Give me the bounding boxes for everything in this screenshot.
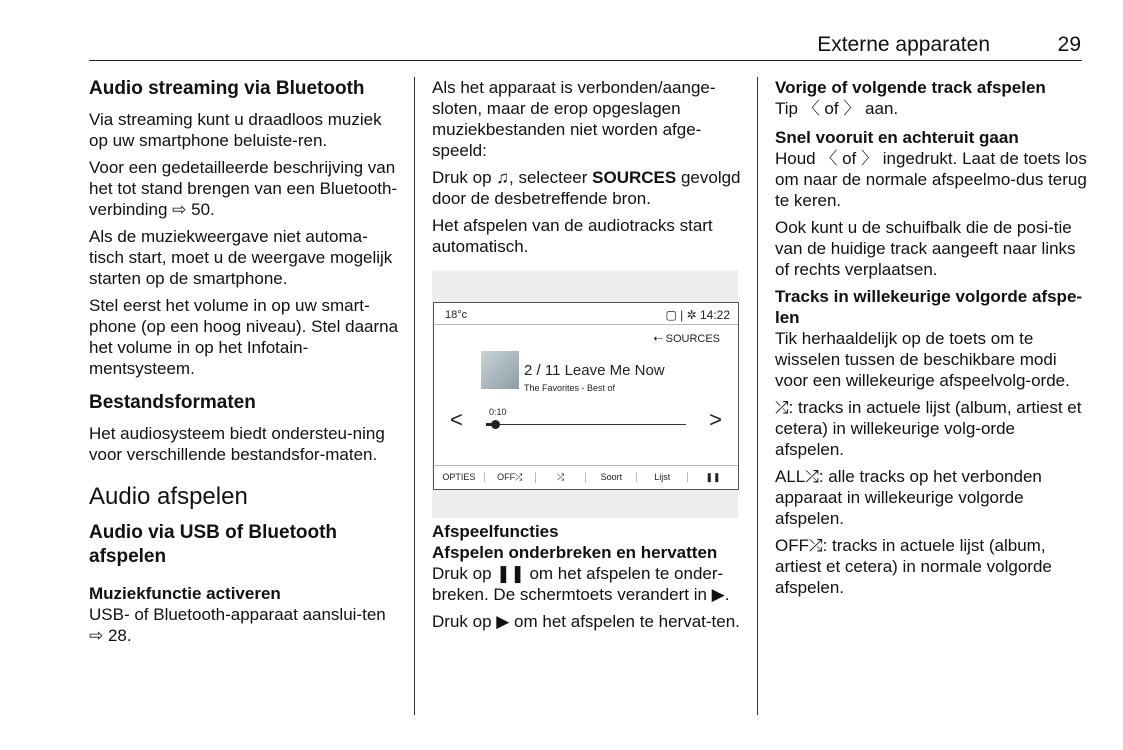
paragraph: Voor een gedetailleerde beschrijving van het tot stand brengen van een Bluetooth-verbinding ⇨ 50. xyxy=(89,158,398,219)
paragraph: Via streaming kunt u draadloos muziek op uw smartphone beluiste-ren. xyxy=(89,110,382,150)
paragraph: ALL⤮: alle tracks op het verbonden apparaat in willekeurige volgorde afspelen. xyxy=(775,467,1042,528)
shuffle-off-button[interactable]: OFF⤮ xyxy=(485,472,536,483)
paragraph: OFF⤮: tracks in actuele lijst (album, artiest et cetera) in normale volgorde afspelen. xyxy=(775,536,1052,597)
divider xyxy=(434,324,738,325)
paragraph: Ook kunt u de schuifbalk die de posi-tie van de huidige track aangeeft naar links of rechts verplaatsen. xyxy=(775,218,1076,279)
heading-activate-music: Muziekfunctie activeren xyxy=(89,584,281,603)
heading-file-formats: Bestandsformaten xyxy=(89,392,256,413)
paragraph: Het afspelen van de audiotracks start automatisch. xyxy=(432,216,713,256)
temperature: 18°c xyxy=(445,309,468,321)
elapsed-time: 0:10 xyxy=(489,407,507,417)
sources-button[interactable]: ⇠ SOURCES xyxy=(653,333,720,345)
paragraph: Het audiosysteem biedt ondersteu-ning voor verschillende bestandsfor-maten. xyxy=(89,424,385,464)
shuffle-button[interactable]: ⤮ xyxy=(536,472,587,483)
paragraph: USB- of Bluetooth-apparaat aanslui-ten ⇨ 28. xyxy=(89,605,386,645)
heading-play-functions: Afspeelfuncties xyxy=(432,522,559,541)
heading-usb-bluetooth: Audio via USB of Bluetooth afspelen xyxy=(89,522,338,567)
pause-button[interactable]: ❚❚ xyxy=(705,471,721,482)
paragraph: ⤮: tracks in actuele lijst (album, artiest et cetera) in willekeurige volg-orde afspelen. xyxy=(775,398,1082,459)
album-name: The Favorites - Best of xyxy=(524,383,616,393)
paragraph: Houd 〈 of 〉 ingedrukt. Laat de toets los om naar de normale afspeelmo-dus terug te keren. xyxy=(775,149,1087,210)
screen-button-bar xyxy=(434,466,738,488)
heading-audio-streaming: Audio streaming via Bluetooth xyxy=(89,78,365,99)
header-rule xyxy=(89,60,1082,61)
previous-track-button[interactable]: < xyxy=(450,407,463,432)
page-header-title: Externe apparaten xyxy=(817,33,990,56)
track-title: 2 / 11 Leave Me Now xyxy=(524,362,665,379)
paragraph: Tik herhaaldelijk op de toets om te wisselen tussen de beschikbare modi voor een willekeurige afspeelvolg-orde. xyxy=(775,329,1070,390)
album-art xyxy=(481,351,519,389)
progress-track[interactable] xyxy=(486,424,686,425)
column-divider-1 xyxy=(414,77,415,715)
column-3 xyxy=(775,77,1087,604)
next-track-button[interactable]: > xyxy=(709,407,722,432)
paragraph: Druk op ♫, selecteer SOURCES gevolgd door de desbetreffende bron. xyxy=(432,168,741,208)
heading-prev-next: Vorige of volgende track afspelen xyxy=(775,78,1046,97)
sort-button[interactable]: Soort xyxy=(586,472,637,482)
paragraph: Druk op ❚❚ om het afspelen te onder-breken. De schermtoets verandert in ▶. xyxy=(432,564,730,604)
status-bar: ▢ | ✲ 14:22 xyxy=(665,308,730,322)
page-number: 29 xyxy=(1057,33,1081,56)
paragraph: Druk op ▶ om het afspelen te hervat-ten. xyxy=(432,612,740,631)
infotainment-screen xyxy=(433,302,739,490)
column-divider-2 xyxy=(757,77,758,715)
column-1 xyxy=(89,77,399,652)
paragraph: Stel eerst het volume in op uw smart-phone (op een hoog niveau). Stel daarna het volume in op het Infotain-mentsysteem. xyxy=(89,296,399,378)
paragraph: Als de muziekweergave niet automa-tisch start, moet u de weergave mogelijk starten op de smartphone. xyxy=(89,227,393,288)
paragraph: Als het apparaat is verbonden/aange-sloten, maar de erop opgeslagen muziekbestanden niet worden afge-speeld: xyxy=(432,78,716,160)
heading-fast-forward: Snel vooruit en achteruit gaan xyxy=(775,128,1019,147)
options-button[interactable]: OPTIES xyxy=(434,472,485,482)
progress-knob[interactable] xyxy=(491,420,500,429)
heading-audio-play: Audio afspelen xyxy=(89,483,248,510)
heading-pause-resume: Afspelen onderbreken en hervatten xyxy=(432,543,718,562)
paragraph: Tip 〈 of 〉 aan. xyxy=(775,99,899,118)
heading-random-order: Tracks in willekeurige volgorde afspe-len xyxy=(775,287,1083,327)
list-button[interactable]: Lijst xyxy=(637,472,688,482)
